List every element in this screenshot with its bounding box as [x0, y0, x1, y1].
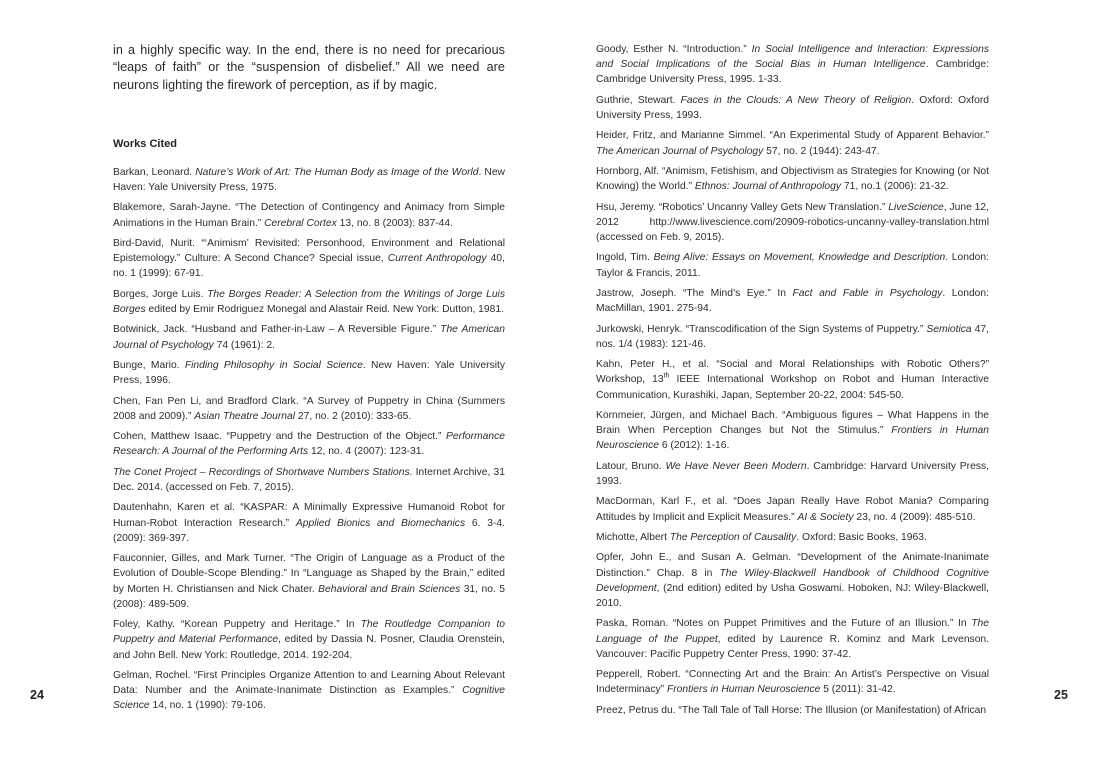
- reference-entry: [596, 200, 989, 246]
- reference-entry: [596, 42, 989, 88]
- reference-text: Michotte, Albert: [596, 531, 670, 543]
- reference-entry: [596, 357, 989, 403]
- reference-entry: [596, 128, 989, 158]
- reference-entry: [596, 616, 989, 662]
- reference-text: Bunge, Mario.: [113, 360, 185, 372]
- reference-title: AI & Society: [797, 511, 854, 523]
- works-cited-heading: Works Cited: [113, 137, 177, 150]
- reference-text: Goody, Esther N. “Introduction.”: [596, 44, 752, 55]
- reference-title: The Conet Project – Recordings of Shortwave Numbers Stations: [113, 466, 410, 478]
- reference-text: , June 12, 2012 http://www.livescience.com/20909-robotics-uncanny-valley-translation.html (accessed on Feb. 9, 2015).: [596, 201, 989, 243]
- reference-title: Faces in the Clouds: A New Theory of Religion: [680, 94, 912, 106]
- reference-entry: [113, 551, 505, 612]
- reference-title: The Language of the Puppet: [596, 618, 989, 645]
- reference-text: MacDorman, Karl F., et al. “Does Japan Really Have Robot Mania? Comparing Attitudes by Implicit and Explicit Measures.”: [596, 496, 989, 523]
- reference-text: Paska, Roman. “Notes on Puppet Primitives and the Future of an Illusion.” In: [596, 618, 972, 630]
- reference-entry: [596, 322, 989, 352]
- reference-text: Botwinick, Jack. “Husband and Father-in-Law – A Reversible Figure.”: [113, 324, 441, 336]
- reference-text: 6. 3-4. (2009): 369-397.: [113, 517, 505, 544]
- reference-title: We Have Never Been Modern: [665, 460, 807, 472]
- reference-text: Dautenhahn, Karen et al. “KASPAR: A Minimally Expressive Humanoid Robot for Human-Robot Interaction Research.”: [113, 502, 505, 529]
- reference-text: 27, no. 2 (2010): 333-65.: [295, 410, 412, 422]
- reference-text: . London: MacMillan, 1901. 275-94.: [596, 287, 989, 315]
- reference-text: Jurkowski, Henryk. “Transcodification of the Sign Systems of Puppetry.”: [596, 323, 927, 335]
- reference-text: . Oxford: Basic Books, 1963.: [796, 531, 927, 543]
- reference-entry: [113, 200, 505, 230]
- reference-text: Heider, Fritz, and Marianne Simmel. “An Experimental Study of Apparent Behavior.”: [596, 130, 989, 142]
- reference-entry: [113, 287, 505, 317]
- reference-text: Barkan, Leonard.: [113, 166, 196, 178]
- reference-text: 5 (2011): 31-42.: [820, 684, 896, 696]
- reference-entry: [596, 408, 989, 454]
- reference-title: Cerebral Cortex: [264, 217, 337, 229]
- reference-text: Hsu, Jeremy. “Robotics’ Uncanny Valley Gets New Translation.”: [596, 201, 889, 213]
- reference-title: The Wiley-Blackwell Handbook of Childhood Cognitive Development: [596, 567, 989, 594]
- page-number-right: 25: [1054, 688, 1068, 702]
- reference-text: Preez, Petrus du. “The Tall Tale of Tall Horse: The Illusion (or Manifestation) of African: [596, 704, 987, 716]
- reference-text: 31, no. 5 (2008): 489-509.: [113, 583, 506, 610]
- reference-entry: [596, 550, 989, 611]
- reference-title: Cognitive Science: [113, 685, 505, 712]
- reference-entry: [113, 322, 505, 352]
- reference-entry: [113, 617, 505, 663]
- reference-text: 74 (1961): 2.: [213, 339, 275, 351]
- body-paragraph: in a highly specific way. In the end, there is no need for precarious “leaps of faith” or the “suspension of disbelief.” All we need are neurons lighting the firework of perception, as if by magic.: [113, 43, 505, 92]
- reference-entry: [113, 394, 505, 424]
- reference-title: Behavioral and Brain Sciences: [318, 583, 461, 595]
- reference-entry: [113, 429, 505, 459]
- reference-entry: [596, 250, 989, 280]
- reference-text: 13, no. 8 (2003): 837-44.: [336, 217, 453, 229]
- reference-text: . Cambridge: Harvard University Press, 1993.: [596, 460, 989, 487]
- reference-title: Being Alive: Essays on Movement, Knowledge and Description: [653, 252, 946, 264]
- reference-title: Finding Philosophy in Social Science: [184, 360, 363, 372]
- reference-text: Kahn, Peter H., et al. “Social and Moral Relationships with Robotic Others?” Workshop, 13: [596, 359, 989, 386]
- reference-entry: [113, 236, 505, 282]
- reference-entry: [113, 165, 505, 195]
- reference-text: Pepperell, Robert. “Connecting Art and the Brain: An Artist’s Perspective on Visual Indeterminacy”: [596, 669, 989, 696]
- page-number-left: 24: [30, 688, 44, 702]
- reference-entry: [596, 286, 989, 316]
- reference-text: 47, nos. 1/4 (1983): 121-46.: [596, 323, 989, 350]
- reference-text: Borges, Jorge Luis.: [113, 288, 208, 300]
- reference-text: Jastrow, Joseph. “The Mind’s Eye.” In: [596, 287, 793, 299]
- reference-title: Frontiers in Human Neuroscience: [596, 425, 989, 452]
- reference-text: Gelman, Rochel. “First Principles Organize Attention to and Learning About Relevant Data: Number and the Animate-Inanimate Distinction as Examples.”: [113, 670, 505, 697]
- reference-text: 57, no. 2 (1944): 243-47.: [763, 145, 880, 157]
- reference-text: , (2nd edition) edited by Usha Goswami. Hoboken, NJ: Wiley-Blackwell, 2010.: [596, 582, 989, 609]
- reference-text: Opfer, John E., and Susan A. Gelman. “Development of the Animate-Inanimate Distinction.” Chap. 8 in: [596, 552, 989, 579]
- reference-title: Asian Theatre Journal: [194, 410, 296, 422]
- reference-title: Current Anthropology: [387, 253, 487, 265]
- reference-text: 12, no. 4 (2007): 123-31.: [308, 446, 425, 458]
- reference-text: . New Haven: Yale University Press, 1975.: [113, 166, 505, 194]
- reference-text: 6 (2012): 1-16.: [658, 440, 730, 452]
- reference-text: Guthrie, Stewart.: [596, 94, 681, 106]
- works-cited-list-left: [113, 165, 505, 714]
- reference-entry: [596, 459, 989, 489]
- reference-title: Semiotica: [926, 323, 972, 335]
- reference-text: IEEE International Workshop on Robot and Human Interactive Communication, Kurashiki, Japan, September 20-22, 2004: 545-50.: [596, 374, 989, 401]
- reference-superscript: th: [663, 372, 670, 380]
- reference-text: . Cambridge: Cambridge University Press, 1995. 1-33.: [596, 59, 989, 86]
- reference-text: . London: Taylor & Francis, 2011.: [596, 252, 989, 279]
- reference-title: The Perception of Causality: [669, 531, 797, 543]
- reference-entry: [113, 465, 505, 495]
- left-page-column: [113, 42, 505, 719]
- reference-text: Bird-David, Nurit. “‘Animism’ Revisited: Personhood, Environment and Relational Epistemology.” Culture: A Second Chance? Special issue,: [113, 238, 505, 265]
- reference-text: Hornborg, Alf. “Animism, Fetishism, and Objectivism as Strategies for Knowing (or Not Knowing) the World.”: [596, 165, 989, 193]
- reference-text: , edited by Dassia N. Posner, Claudia Orenstein, and John Bell. New York: Routledge, 2014. 192-204.: [113, 634, 505, 661]
- reference-title: Nature’s Work of Art: The Human Body as Image of the World: [195, 166, 479, 178]
- reference-entry: [113, 500, 505, 546]
- reference-title: The American Journal of Psychology: [113, 324, 505, 351]
- reference-title: Ethnos: Journal of Anthropology: [694, 181, 841, 193]
- reference-text: Blakemore, Sarah-Jayne. “The Detection of Contingency and Animacy from Simple Animations in the Human Brain.”: [113, 202, 505, 229]
- reference-entry: [596, 494, 989, 524]
- reference-text: 71, no.1 (2006): 21-32.: [841, 181, 949, 193]
- reference-text: 14, no. 1 (1990): 79-106.: [149, 700, 266, 712]
- reference-title: The Routledge Companion to Puppetry and Material Performance: [113, 619, 505, 646]
- reference-entry: [596, 93, 989, 123]
- reference-title: Fact and Fable in Psychology: [792, 287, 943, 299]
- reference-entry: [596, 164, 989, 194]
- reference-text: edited by Emir Rodriguez Monegal and Alastair Reid. New York: Dutton, 1981.: [145, 304, 504, 316]
- reference-text: Cohen, Matthew Isaac. “Puppetry and the Destruction of the Object.”: [113, 431, 447, 443]
- reference-text: Ingold, Tim.: [596, 252, 654, 264]
- reference-text: , edited by Laurence R. Kominz and Mark Levenson. Vancouver: Pacific Puppetry Center Press, 1990: 37-42.: [596, 633, 990, 660]
- works-cited-list-right: [596, 42, 989, 718]
- reference-text: . New Haven: Yale University Press, 1996.: [113, 360, 506, 387]
- reference-text: Foley, Kathy. “Korean Puppetry and Heritage.” In: [113, 619, 361, 631]
- reference-title: Applied Bionics and Biomechanics: [295, 517, 466, 529]
- reference-title: LiveScience: [888, 201, 944, 213]
- reference-text: . Internet Archive, 31 Dec. 2014. (accessed on Feb. 7, 2015).: [113, 466, 505, 494]
- reference-entry: [113, 668, 505, 714]
- reference-text: 40, no. 1 (1999): 67-91.: [113, 253, 505, 280]
- reference-title: The Borges Reader: A Selection from the Writings of Jorge Luis Borges: [113, 288, 505, 316]
- reference-text: 23, no. 4 (2009): 485-510.: [853, 511, 976, 523]
- reference-entry: [596, 667, 989, 697]
- reference-title: The American Journal of Psychology: [596, 145, 764, 157]
- reference-entry: [596, 703, 989, 718]
- reference-text: Kornmeier, Jürgen, and Michael Bach. “Ambiguous figures – What Happens in the Brain When Perception Changes but Not the Stimulus.”: [596, 409, 989, 437]
- reference-entry: [596, 530, 989, 545]
- reference-text: Latour, Bruno.: [596, 460, 666, 472]
- reference-title: Performance Research: A Journal of the Performing Arts: [113, 431, 505, 458]
- reference-entry: [113, 358, 505, 388]
- reference-text: . Oxford: Oxford University Press, 1993.: [596, 94, 989, 121]
- reference-text: Fauconnier, Gilles, and Mark Turner. “The Origin of Language as a Product of the Evolution of Double-Scope Blending.” In “Language as Shaped by the Brain,” edited by Morten H. Christiansen and Nick Chater.: [113, 553, 505, 595]
- right-page-column: [596, 42, 989, 723]
- reference-title: In Social Intelligence and Interaction: Expressions and Social Implications of the Social Bias in Human Intelligence: [596, 44, 989, 71]
- reference-title: Frontiers in Human Neuroscience: [666, 684, 821, 696]
- reference-text: Chen, Fan Pen Li, and Bradford Clark. “A Survey of Puppetry in China (Summers 2008 and 2009).”: [113, 395, 505, 422]
